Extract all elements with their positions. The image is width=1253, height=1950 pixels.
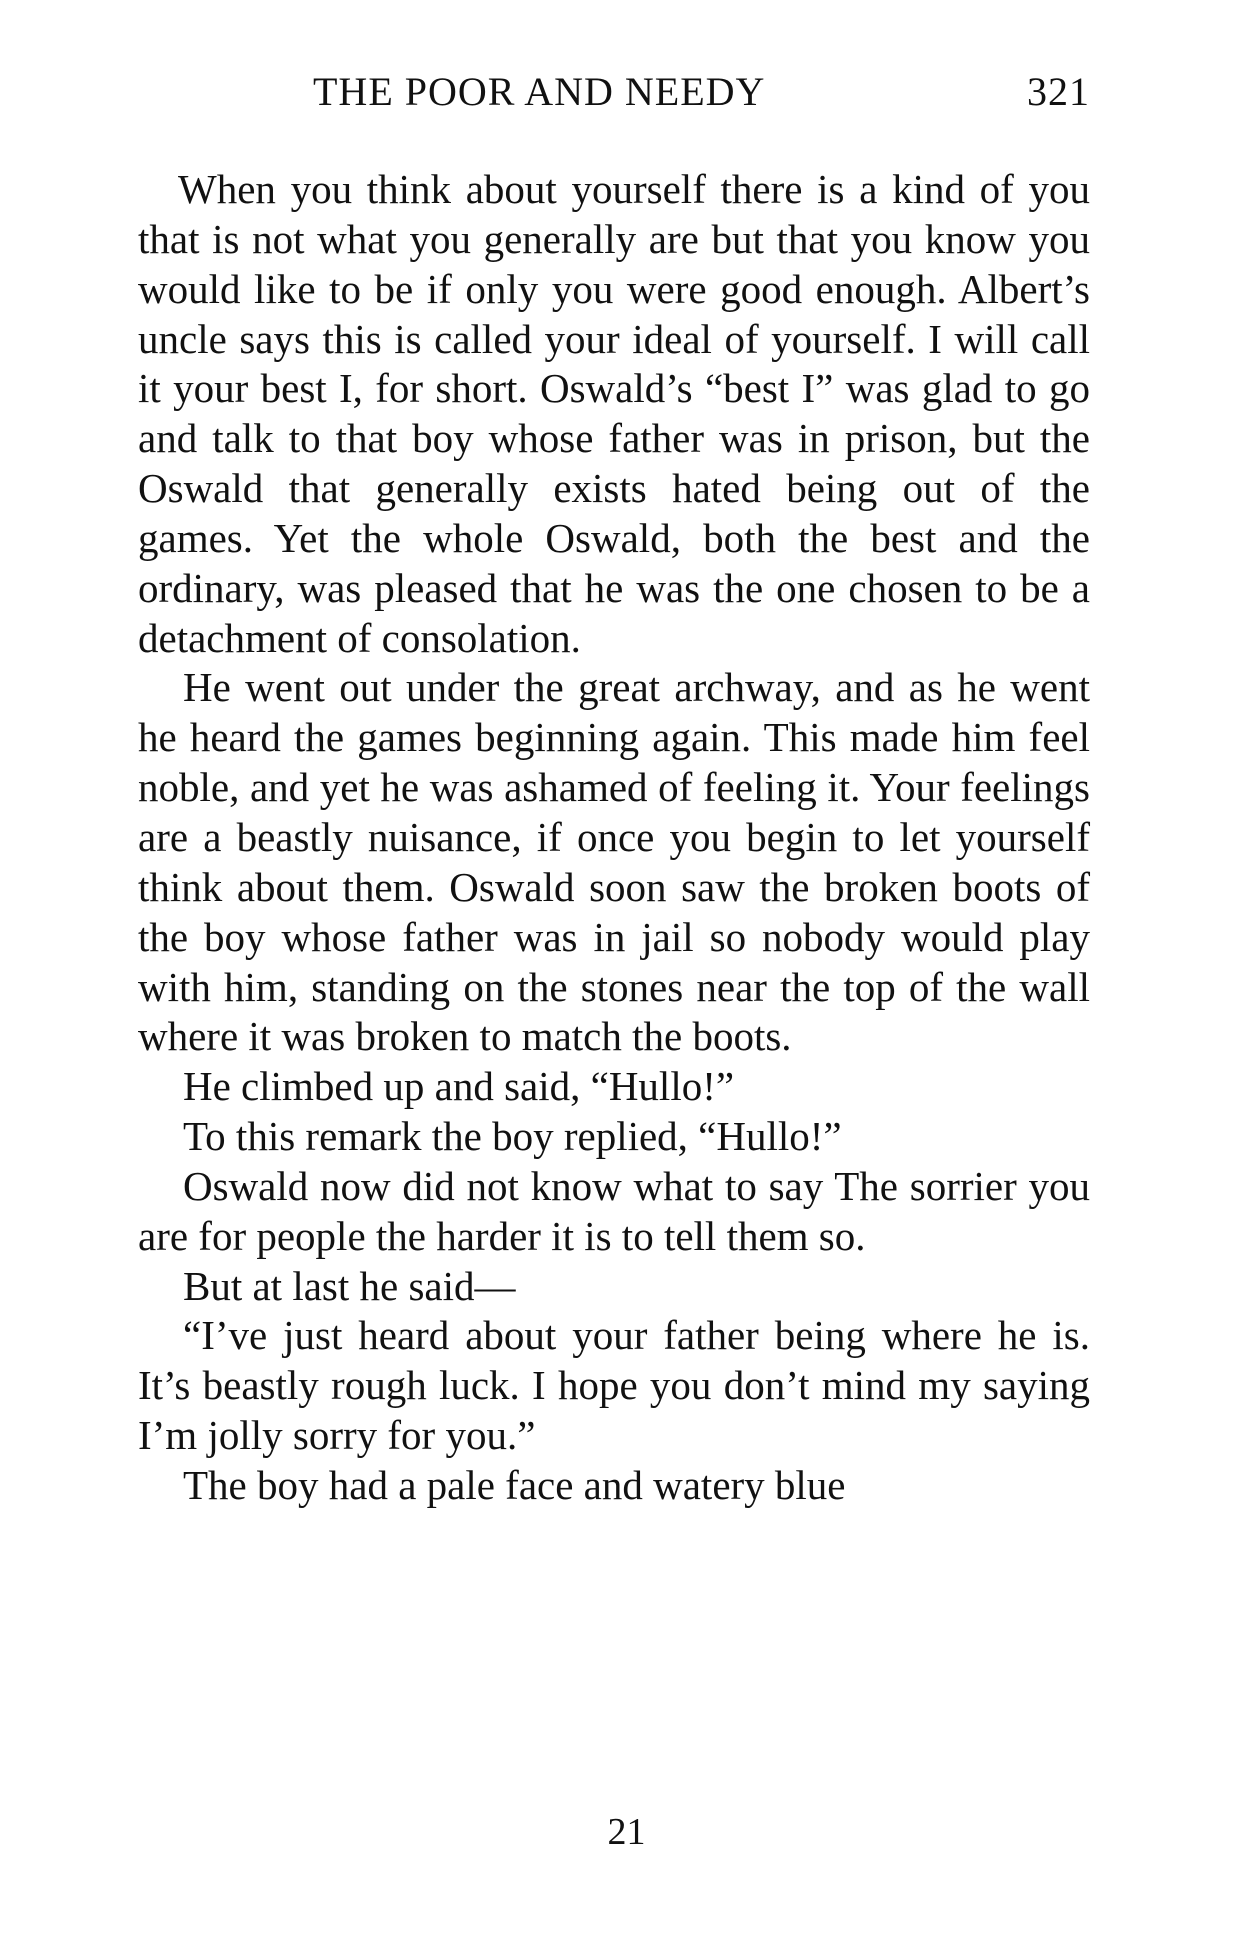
paragraph: To this remark the boy replied, “Hullo!” — [183, 1113, 842, 1160]
page-number: 321 — [1027, 69, 1090, 114]
running-title: THE POOR AND NEEDY — [313, 69, 766, 114]
running-head — [138, 68, 1090, 128]
body-text — [138, 165, 1090, 1511]
paragraph: Oswald now did not know what to say The sorrier you are for people the harder it is to tell them so. — [138, 1162, 1090, 1259]
paragraph: “I’ve just heard about your father being where he is. It’s beastly rough luck. I hope you don’t mind my saying I’m jolly sorry for you.” — [138, 1312, 1090, 1459]
paragraph: He climbed up and said, “Hullo!” — [183, 1063, 735, 1110]
paragraph: He went out under the great archway, and as he went he heard the games beginning again. This made him feel noble, and yet he was ashamed of feeling it. Your feelings are a beastly nuisance, if once you begin to let yourself think about them. Oswald soon saw the broken boots of the boy whose father was in jail so nobody would play with him, standing on the stones near the top of the wall where it was broken to match the boots. — [138, 664, 1090, 1060]
signature-mark: 21 — [607, 1811, 646, 1853]
paragraph: But at last he said— — [183, 1262, 516, 1309]
paragraph: When you think about yourself there is a kind of you that is not what you generally are but that you know you would like to be if only you were good enough. Albert’s uncle says this is called your ideal of yourself. I will call it your best I, for short. Oswald’s “best I” was glad to go and talk to that boy whose father was in prison, but the Oswald that generally exists hated being out of the games. Yet the whole Oswald, both the best and the ordinary, was pleased that he was the one chosen to be a detachment of consolation. — [138, 166, 1090, 661]
paragraph: The boy had a pale face and watery blue — [183, 1461, 846, 1508]
